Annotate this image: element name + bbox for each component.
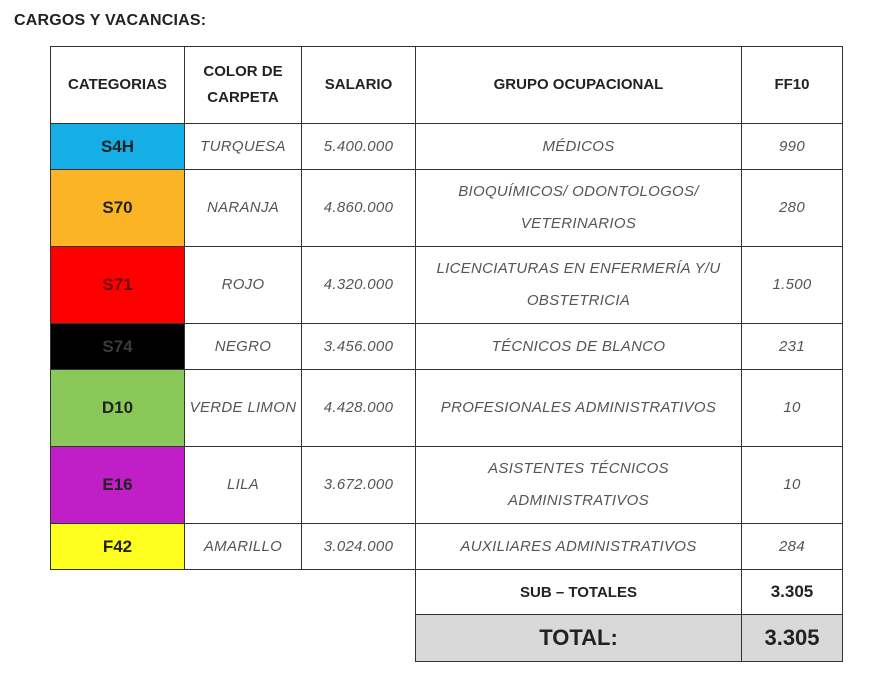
table-row [51, 124, 843, 170]
header-color-carpeta: COLOR DE CARPETA [185, 47, 302, 124]
category-cell: D10 [51, 370, 185, 447]
group-cell: ASISTENTES TÉCNICOS ADMINISTRATIVOS [416, 447, 742, 524]
header-categorias: CATEGORIAS [51, 47, 185, 124]
table-row [51, 324, 843, 370]
category-cell: E16 [51, 447, 185, 524]
group-cell: BIOQUÍMICOS/ ODONTOLOGOS/ VETERINARIOS [416, 170, 742, 247]
page-title: CARGOS Y VACANCIAS: [14, 12, 207, 29]
group-cell: MÉDICOS [416, 124, 742, 170]
table-row [51, 370, 843, 447]
table-header-row [51, 47, 843, 124]
salary-cell: 4.860.000 [302, 170, 416, 247]
group-cell: TÉCNICOS DE BLANCO [416, 324, 742, 370]
blank-cell [51, 615, 416, 662]
category-cell: F42 [51, 524, 185, 570]
group-cell: PROFESIONALES ADMINISTRATIVOS [416, 370, 742, 447]
salary-cell: 4.320.000 [302, 247, 416, 324]
subtotal-value: 3.305 [742, 570, 843, 615]
subtotal-row [51, 570, 843, 615]
ff10-cell: 10 [742, 370, 843, 447]
ff10-cell: 10 [742, 447, 843, 524]
color-name-cell: NEGRO [185, 324, 302, 370]
color-name-cell: AMARILLO [185, 524, 302, 570]
color-name-cell: TURQUESA [185, 124, 302, 170]
table-row [51, 170, 843, 247]
ff10-cell: 280 [742, 170, 843, 247]
header-grupo-ocupacional: GRUPO OCUPACIONAL [416, 47, 742, 124]
ff10-cell: 990 [742, 124, 843, 170]
color-name-cell: NARANJA [185, 170, 302, 247]
total-label: TOTAL: [416, 615, 742, 662]
ff10-cell: 284 [742, 524, 843, 570]
salary-cell: 3.456.000 [302, 324, 416, 370]
category-cell: S4H [51, 124, 185, 170]
category-cell: S71 [51, 247, 185, 324]
blank-cell [51, 570, 416, 615]
total-value: 3.305 [742, 615, 843, 662]
group-cell: LICENCIATURAS EN ENFERMERÍA Y/U OBSTETRICIA [416, 247, 742, 324]
color-name-cell: VERDE LIMON [185, 370, 302, 447]
header-salario: SALARIO [302, 47, 416, 124]
table-row [51, 524, 843, 570]
group-cell: AUXILIARES ADMINISTRATIVOS [416, 524, 742, 570]
salary-cell: 3.024.000 [302, 524, 416, 570]
total-row [51, 615, 843, 662]
color-name-cell: LILA [185, 447, 302, 524]
salary-cell: 5.400.000 [302, 124, 416, 170]
category-cell: S70 [51, 170, 185, 247]
subtotal-label: SUB – TOTALES [416, 570, 742, 615]
ff10-cell: 231 [742, 324, 843, 370]
table-row [51, 247, 843, 324]
color-name-cell: ROJO [185, 247, 302, 324]
cargos-table [50, 46, 843, 662]
salary-cell: 4.428.000 [302, 370, 416, 447]
category-cell: S74 [51, 324, 185, 370]
table-row [51, 447, 843, 524]
ff10-cell: 1.500 [742, 247, 843, 324]
header-ff10: FF10 [742, 47, 843, 124]
salary-cell: 3.672.000 [302, 447, 416, 524]
